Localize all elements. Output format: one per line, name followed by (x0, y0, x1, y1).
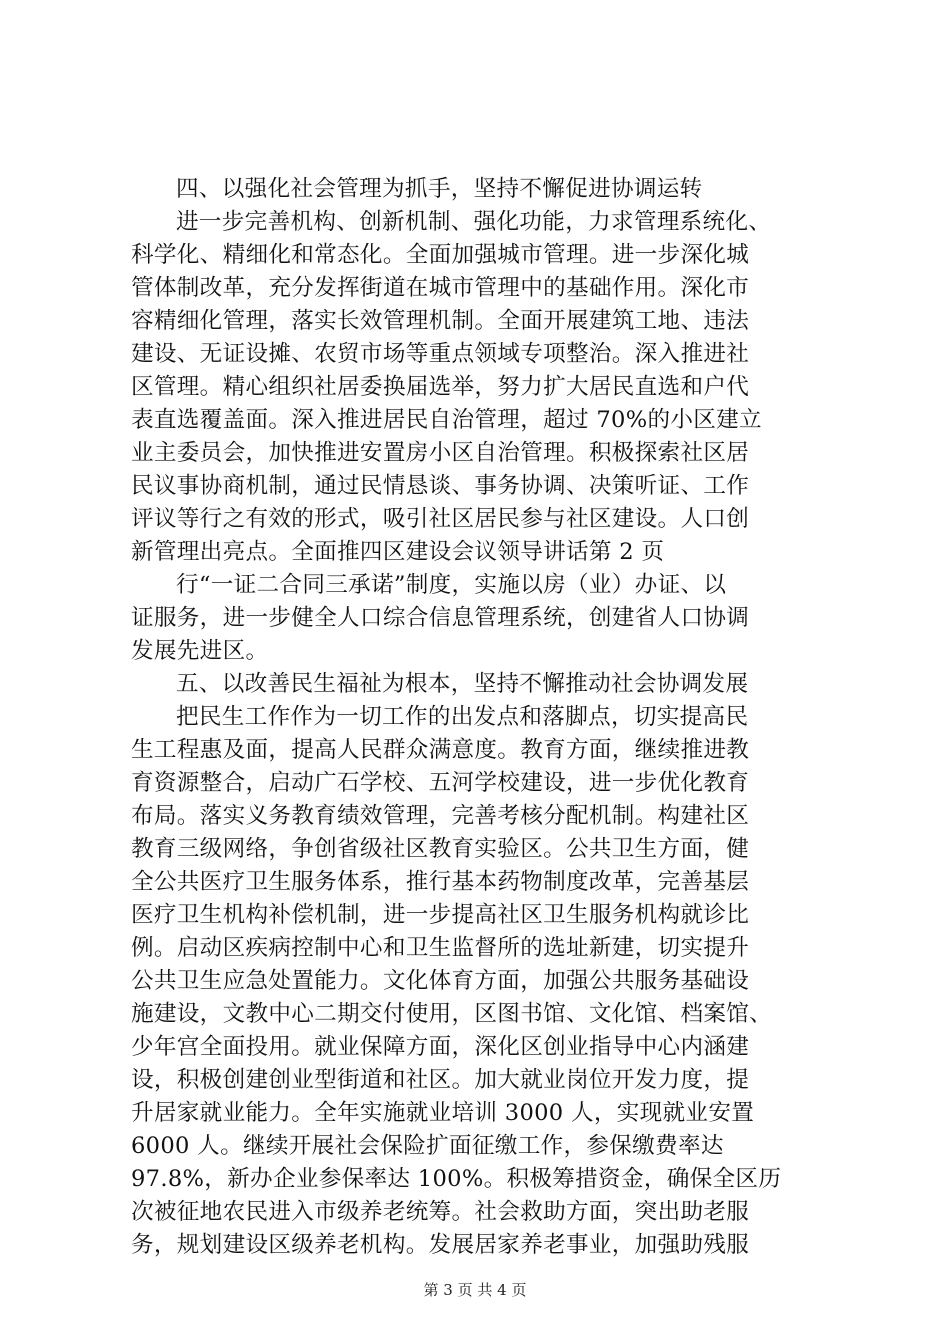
text-line: 例。启动区疾病控制中心和卫生监督所的选址新建，切实提升 (131, 935, 750, 961)
text-line: 表直选覆盖面。深入推进居民自治管理，超过 70%的小区建立 (131, 407, 762, 433)
text-line: 把民生工作作为一切工作的出发点和落脚点，切实提高民 (176, 704, 749, 730)
text-line: 务，规划建设区级养老机构。发展居家养老事业，加强助残服 (131, 1232, 750, 1258)
text-line: 施建设，文教中心二期交付使用，区图书馆、文化馆、档案馆、 (131, 1001, 773, 1027)
text-line: 民议事协商机制，通过民情恳谈、事务协调、决策听证、工作 (131, 473, 750, 499)
text-line: 业主委员会，加快推进安置房小区自治管理。积极探索社区居 (131, 440, 750, 466)
text-line: 五、以改善民生福祉为根本，坚持不懈推动社会协调发展 (176, 671, 749, 697)
text-line: 97.8%，新办企业参保率达 100%。积极筹措资金，确保全区历 (131, 1166, 782, 1192)
text-line: 管体制改革，充分发挥街道在城市管理中的基础作用。深化市 (131, 275, 750, 301)
text-line: 区管理。精心组织社居委换届选举，努力扩大居民直选和户代 (131, 374, 750, 400)
text-line: 证服务，进一步健全人口综合信息管理系统，创建省人口协调 (131, 605, 750, 631)
text-line: 全公共医疗卫生服务体系，推行基本药物制度改革，完善基层 (131, 869, 750, 895)
text-line: 少年宫全面投用。就业保障方面，深化区创业指导中心内涵建 (131, 1034, 750, 1060)
text-line: 建设、无证设摊、农贸市场等重点领域专项整治。深入推进社 (131, 341, 750, 367)
text-line: 6000 人。继续开展社会保险扩面征缴工作，参保缴费率达 (131, 1133, 724, 1159)
text-line: 医疗卫生机构补偿机制，进一步提高社区卫生服务机构就诊比 (131, 902, 750, 928)
text-line: 四、以强化社会管理为抓手，坚持不懈促进协调运转 (176, 176, 703, 202)
text-line: 生工程惠及面，提高人民群众满意度。教育方面，继续推进教 (131, 737, 750, 763)
text-line: 容精细化管理，落实长效管理机制。全面开展建筑工地、违法 (131, 308, 750, 334)
text-line: 评议等行之有效的形式，吸引社区居民参与社区建设。人口创 (131, 506, 750, 532)
text-line: 发展先进区。 (131, 638, 269, 664)
text-line: 布局。落实义务教育绩效管理，完善考核分配机制。构建社区 (131, 803, 750, 829)
text-line: 科学化、精细化和常态化。全面加强城市管理。进一步深化城 (131, 242, 750, 268)
text-line: 进一步完善机构、创新机制、强化功能，力求管理系统化、 (176, 209, 772, 235)
text-line: 行“一证二合同三承诺”制度，实施以房（业）办证、以 (176, 572, 727, 598)
document-body (131, 173, 836, 1262)
text-line: 育资源整合，启动广石学校、五河学校建设，进一步优化教育 (131, 770, 750, 796)
text-line: 新管理出亮点。全面推四区建设会议领导讲话第 2 页 (131, 539, 665, 565)
text-line: 次被征地农民进入市级养老统筹。社会救助方面，突出助老服 (131, 1199, 750, 1225)
text-line: 设，积极创建创业型街道和社区。加大就业岗位开发力度，提 (131, 1067, 750, 1093)
text-line: 公共卫生应急处置能力。文化体育方面，加强公共服务基础设 (131, 968, 750, 994)
text-line: 升居家就业能力。全年实施就业培训 3000 人，实现就业安置 (131, 1100, 755, 1126)
text-line: 教育三级网络，争创省级社区教育实验区。公共卫生方面，健 (131, 836, 750, 862)
page-footer: 第 3 页 共 4 页 (423, 1281, 527, 1299)
